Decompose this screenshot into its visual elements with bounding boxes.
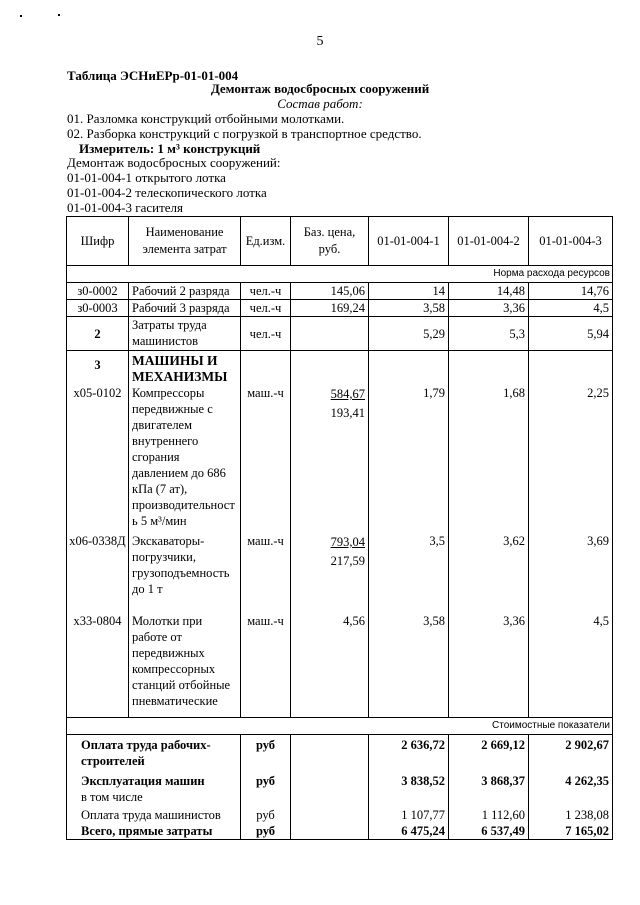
cost-value-2: 2 669,12 bbox=[449, 735, 529, 770]
cost-row bbox=[67, 769, 613, 805]
desc-item: 01-01-004-3 гасителя bbox=[67, 200, 183, 215]
row-value-1: 3,58 bbox=[369, 300, 449, 317]
row-unit: маш.-ч bbox=[241, 385, 291, 533]
row-value-3: 5,94 bbox=[529, 317, 613, 351]
row-unit: маш.-ч bbox=[241, 613, 291, 718]
row-value-1: 3,5 bbox=[369, 533, 449, 613]
work-label: Состав работ: bbox=[277, 96, 363, 111]
row-unit: чел.-ч bbox=[241, 300, 291, 317]
empty-cell bbox=[291, 823, 369, 840]
section-title: Демонтаж водосбросных сооружений bbox=[210, 81, 430, 96]
section-code: 3 bbox=[67, 351, 129, 386]
empty-cell bbox=[449, 351, 529, 386]
header-name: Наименование элемента затрат bbox=[129, 217, 241, 266]
row-value-3: 14,76 bbox=[529, 283, 613, 300]
row-price: 169,24 bbox=[291, 300, 369, 317]
row-code: х33-0804 bbox=[67, 613, 129, 718]
table-row bbox=[67, 533, 613, 613]
desc-item: 01-01-004-2 телескопического лотка bbox=[67, 185, 267, 200]
row-name: Компрессоры передвижные с двигателем внутреннего сгорания давлением до 686 кПа (7 ат), производительност ь 5 м³/мин bbox=[129, 385, 241, 533]
row-code: х05-0102 bbox=[67, 385, 129, 533]
row-value-3: 3,69 bbox=[529, 533, 613, 613]
row-code: 2 bbox=[67, 317, 129, 351]
cost-value-2: 3 868,37 bbox=[449, 769, 529, 805]
cost-unit: руб bbox=[241, 805, 291, 823]
scan-speck bbox=[58, 14, 60, 16]
row-unit: чел.-ч bbox=[241, 317, 291, 351]
row-price: 145,06 bbox=[291, 283, 369, 300]
cost-unit: руб bbox=[241, 769, 291, 805]
header-unit: Ед.изм. bbox=[241, 217, 291, 266]
row-value-1: 1,79 bbox=[369, 385, 449, 533]
row-price: 4,56 bbox=[291, 613, 369, 718]
row-unit: чел.-ч bbox=[241, 283, 291, 300]
cost-value-3: 2 902,67 bbox=[529, 735, 613, 770]
table-row bbox=[67, 385, 613, 533]
empty-cell bbox=[291, 805, 369, 823]
cost-unit: руб bbox=[241, 823, 291, 840]
cost-row bbox=[67, 805, 613, 823]
cost-value-3: 4 262,35 bbox=[529, 769, 613, 805]
section-heading: МАШИНЫ И МЕХАНИЗМЫ bbox=[129, 351, 241, 386]
table-row bbox=[67, 300, 613, 317]
row-value-3: 4,5 bbox=[529, 300, 613, 317]
cost-name: Всего, прямые затраты bbox=[67, 823, 241, 840]
resource-table bbox=[66, 216, 613, 840]
table-title: Таблица ЭСНиЕРр-01-01-004 bbox=[67, 68, 239, 83]
empty-cell bbox=[529, 351, 613, 386]
table-row bbox=[67, 283, 613, 300]
row-value-2: 1,68 bbox=[449, 385, 529, 533]
cost-value-1: 1 107,77 bbox=[369, 805, 449, 823]
header-price: Баз. цена, руб. bbox=[291, 217, 369, 266]
row-name: Молотки при работе от передвижных компрессорных станций отбойные пневматические bbox=[129, 613, 241, 718]
meter-label: Измеритель: 1 м³ конструкций bbox=[79, 141, 261, 156]
row-value-1: 5,29 bbox=[369, 317, 449, 351]
row-price-secondary: 217,59 bbox=[330, 554, 365, 568]
cost-value-2: 1 112,60 bbox=[449, 805, 529, 823]
band-norm: Норма расхода ресурсов bbox=[67, 266, 613, 283]
band-row bbox=[67, 266, 613, 283]
row-name: Экскаваторы-погрузчики, грузоподъемность до 1 т bbox=[129, 533, 241, 613]
header-col-3: 01-01-004-3 bbox=[529, 217, 613, 266]
row-price-secondary: 193,41 bbox=[330, 406, 365, 420]
table-row bbox=[67, 613, 613, 718]
row-value-3: 2,25 bbox=[529, 385, 613, 533]
header-col-1: 01-01-004-1 bbox=[369, 217, 449, 266]
row-name: Затраты труда машинистов bbox=[129, 317, 241, 351]
row-value-3: 4,5 bbox=[529, 613, 613, 718]
row-value-2: 3,62 bbox=[449, 533, 529, 613]
desc-item: 01-01-004-1 открытого лотка bbox=[67, 170, 226, 185]
scan-speck bbox=[20, 15, 22, 17]
empty-cell bbox=[369, 351, 449, 386]
cost-value-3: 1 238,08 bbox=[529, 805, 613, 823]
empty-cell bbox=[291, 769, 369, 805]
empty-cell bbox=[241, 351, 291, 386]
cost-row bbox=[67, 823, 613, 840]
row-name: Рабочий 2 разряда bbox=[129, 283, 241, 300]
cost-subtext: в том числе bbox=[81, 790, 143, 804]
row-value-1: 3,58 bbox=[369, 613, 449, 718]
desc-title: Демонтаж водосбросных сооружений: bbox=[67, 155, 281, 170]
table-row bbox=[67, 317, 613, 351]
cost-value-1: 3 838,52 bbox=[369, 769, 449, 805]
cost-name: Эксплуатация машин bbox=[81, 774, 205, 788]
cost-value-1: 6 475,24 bbox=[369, 823, 449, 840]
cost-name: Оплата труда рабочих-строителей bbox=[67, 735, 241, 770]
band-row bbox=[67, 718, 613, 735]
empty-cell bbox=[291, 735, 369, 770]
row-unit: маш.-ч bbox=[241, 533, 291, 613]
cost-name: Оплата труда машинистов bbox=[67, 805, 241, 823]
cost-value-1: 2 636,72 bbox=[369, 735, 449, 770]
work-item: 02. Разборка конструкций с погрузкой в транспортное средство. bbox=[67, 126, 422, 141]
cost-unit: руб bbox=[241, 735, 291, 770]
page-number: 5 bbox=[316, 34, 324, 49]
row-value-1: 14 bbox=[369, 283, 449, 300]
section-row bbox=[67, 351, 613, 386]
row-value-2: 3,36 bbox=[449, 300, 529, 317]
row-code: з0-0002 bbox=[67, 283, 129, 300]
cost-row bbox=[67, 735, 613, 770]
row-price: 793,04 bbox=[330, 535, 365, 549]
band-cost: Стоимостные показатели bbox=[67, 718, 613, 735]
cost-value-3: 7 165,02 bbox=[529, 823, 613, 840]
empty-cell bbox=[291, 351, 369, 386]
cost-value-2: 6 537,49 bbox=[449, 823, 529, 840]
header-row bbox=[67, 217, 613, 266]
row-price: 584,67 bbox=[330, 387, 365, 401]
row-value-2: 3,36 bbox=[449, 613, 529, 718]
row-value-2: 5,3 bbox=[449, 317, 529, 351]
header-code: Шифр bbox=[67, 217, 129, 266]
row-name: Рабочий 3 разряда bbox=[129, 300, 241, 317]
work-item: 01. Разломка конструкций отбойными молотками. bbox=[67, 111, 345, 126]
row-code: х06-0338Д bbox=[67, 533, 129, 613]
header-col-2: 01-01-004-2 bbox=[449, 217, 529, 266]
row-price bbox=[291, 317, 369, 351]
row-code: з0-0003 bbox=[67, 300, 129, 317]
row-value-2: 14,48 bbox=[449, 283, 529, 300]
